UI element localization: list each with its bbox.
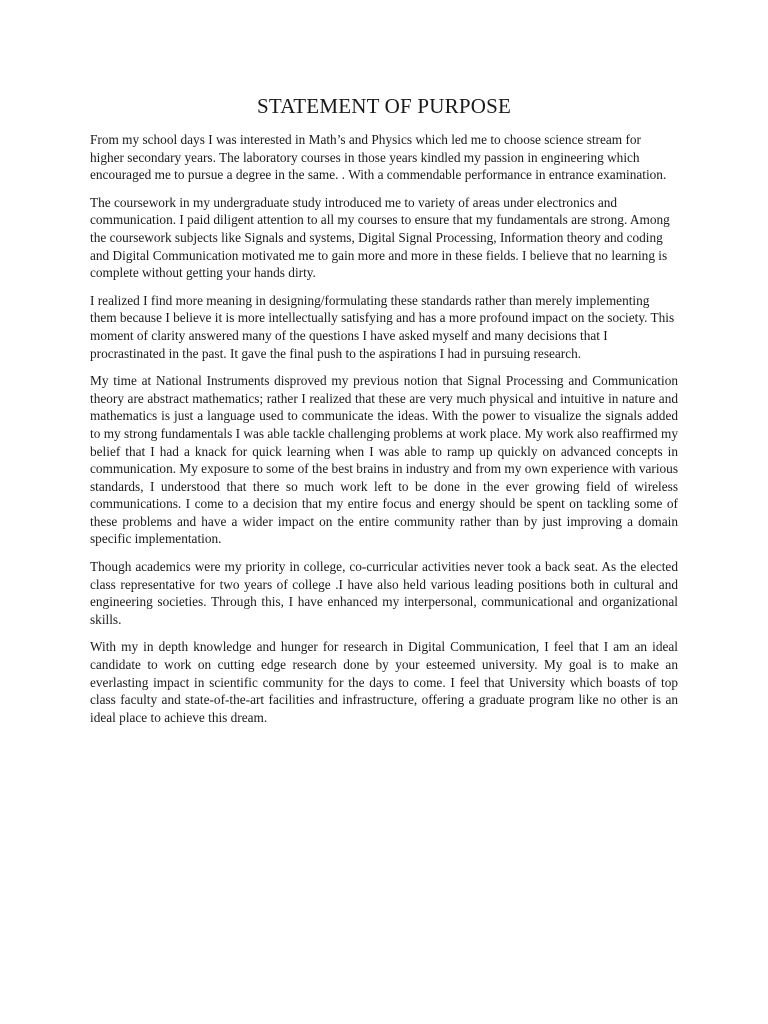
document-title: STATEMENT OF PURPOSE xyxy=(257,94,511,118)
document-body xyxy=(90,131,678,736)
paragraph-conclusion: With my in depth knowledge and hunger for research in Digital Communication, I feel that I am an ideal candidate to work on cutting edge research done by your esteemed university. My goal is to make an everlasting impact in scientific community for the days to come. I feel that University which boasts of top class faculty and state-of-the-art facilities and infrastructure, offering a graduate program like no other is an ideal place to achieve this dream. xyxy=(90,639,678,725)
paragraph-national-instruments: My time at National Instruments disproved my previous notion that Signal Processing and Communication theory are abstract mathematics; rather I realized that these are very much physical and intuitive in nature and mathematics is just a language used to communicate the ideas. With the power to visualize the signals added to my strong fundamentals I was able tackle challenging problems at work place. My work also reaffirmed my belief that I had a knack for quick learning when I was able to ramp up quickly on advanced concepts in communication. My exposure to some of the best brains in industry and from my own experience with various standards, I understood that there so much work left to be done in the ever growing field of wireless communications. I come to a decision that my entire focus and energy should be spent on tackling some of these problems and have a wider impact on the entire community rather than by just improving a domain specific implementation. xyxy=(90,373,678,547)
paragraph-co-curricular: Though academics were my priority in college, co-curricular activities never took a back seat. As the elected class representative for two years of college .I have also held various leading positions both in cultural and engineering societies. Through this, I have enhanced my interpersonal, communicational and organizational skills. xyxy=(90,559,678,627)
paragraph-realization: I realized I find more meaning in designing/formulating these standards rather than merely implementing them because I believe it is more intellectually satisfying and has a more profound impact on the society. This moment of clarity answered many of the questions I have asked myself and many decisions that I procrastinated in the past. It gave the final push to the aspirations I had in pursuing research. xyxy=(90,292,675,361)
paragraph-school-days: From my school days I was interested in Math’s and Physics which led me to choose science stream for higher secondary years. The laboratory courses in those years kindled my passion in engineering which encouraged me to pursue a degree in the same. . With a commendable performance in entrance examination. xyxy=(90,132,667,183)
paragraph-undergraduate: The coursework in my undergraduate study introduced me to variety of areas under electronics and communication. I paid diligent attention to all my courses to ensure that my fundamentals are strong. Among the coursework subjects like Signals and systems, Digital Signal Processing, Information theory and coding and Digital Communication motivated me to gain more and more in these fields. I believe that no learning is complete without getting your hands dirty. xyxy=(90,194,670,281)
